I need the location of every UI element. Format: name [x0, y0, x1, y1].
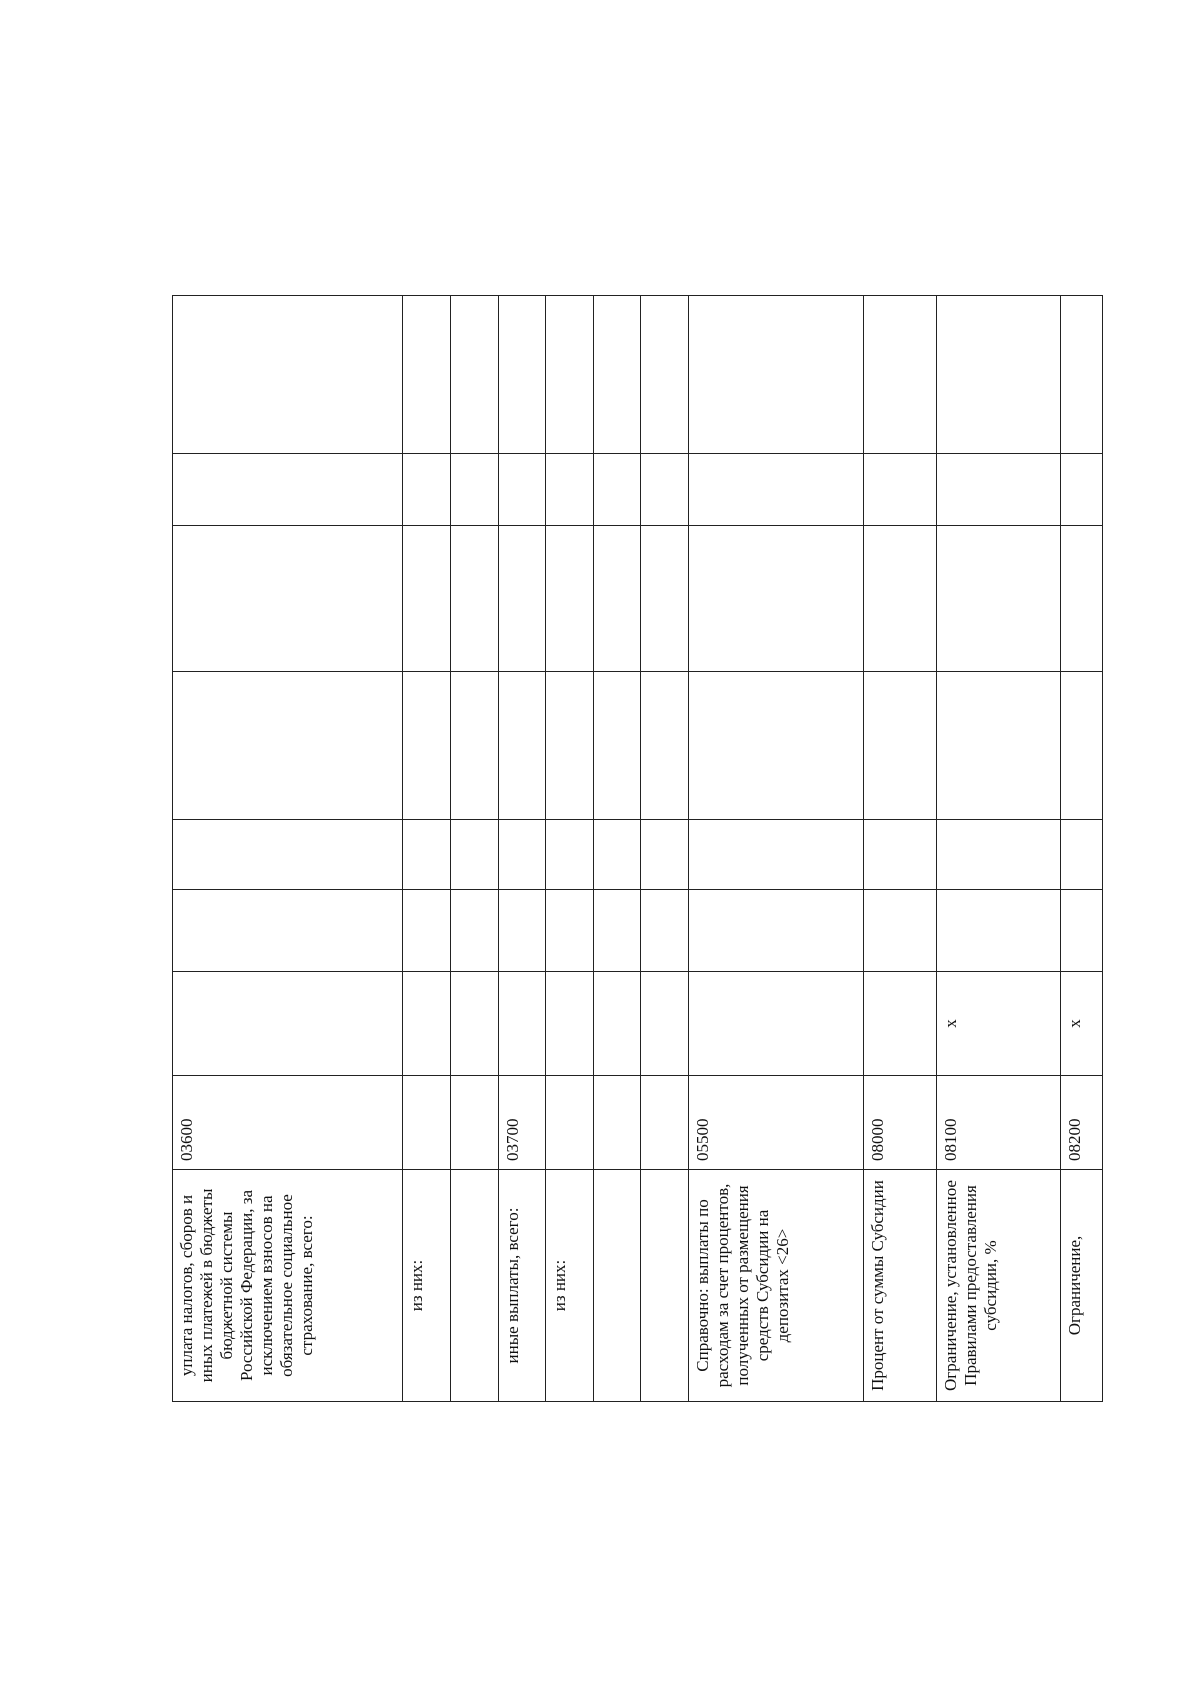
row-cell [499, 672, 546, 820]
table-row [864, 296, 937, 1402]
row-cell [1061, 296, 1103, 454]
row-code: 08000 [864, 1076, 937, 1170]
row-cell [641, 672, 689, 820]
row-cell [173, 526, 403, 672]
row-cell [546, 890, 594, 972]
row-cell [403, 526, 451, 672]
row-cell [641, 972, 689, 1076]
row-cell [451, 526, 499, 672]
row-cell [546, 972, 594, 1076]
row-cell [546, 296, 594, 454]
row-cell [864, 454, 937, 526]
row-cell [403, 820, 451, 890]
row-cell [403, 296, 451, 454]
row-cell [173, 890, 403, 972]
row-code: 03600 [173, 1076, 403, 1170]
row-cell [937, 526, 1061, 672]
row-name [641, 1170, 689, 1402]
table-row [1061, 296, 1103, 1402]
row-cell [641, 296, 689, 454]
table-row [499, 296, 546, 1402]
row-cell [451, 972, 499, 1076]
row-cell [546, 526, 594, 672]
row-cell [403, 672, 451, 820]
row-cell [1061, 526, 1103, 672]
row-cell [641, 454, 689, 526]
row-code [403, 1076, 451, 1170]
rotated-page [172, 296, 1200, 1391]
table-row [641, 296, 689, 1402]
row-cell [641, 890, 689, 972]
row-name: уплата налогов, сборов и иных платежей в бюджеты бюджетной системы Российской Федерации, за исключением взносов на обязательное социальное страхование, всего: [173, 1170, 403, 1402]
rotated-table-wrapper [172, 296, 1102, 1402]
row-cell [451, 820, 499, 890]
row-cell [689, 890, 864, 972]
row-cell [1061, 454, 1103, 526]
row-cell [594, 672, 641, 820]
row-code [451, 1076, 499, 1170]
row-cell [864, 972, 937, 1076]
row-cell [403, 454, 451, 526]
row-cell [689, 972, 864, 1076]
table-row [594, 296, 641, 1402]
row-cell [689, 454, 864, 526]
row-cell [594, 890, 641, 972]
row-code: 03700 [499, 1076, 546, 1170]
row-cell [451, 296, 499, 454]
table-row [173, 296, 403, 1402]
row-cell [499, 296, 546, 454]
row-cell [1061, 890, 1103, 972]
row-cell [594, 820, 641, 890]
row-cell [864, 526, 937, 672]
row-cell [546, 820, 594, 890]
row-cell [173, 296, 403, 454]
row-cell [864, 672, 937, 820]
row-cell [499, 820, 546, 890]
row-cell [689, 820, 864, 890]
row-name [451, 1170, 499, 1402]
row-name: Справочно: выплаты по расходам за счет процентов, полученных от размещения средств Субсидии на депозитах <26> [689, 1170, 864, 1402]
row-cell [403, 890, 451, 972]
table-row [689, 296, 864, 1402]
table-row [937, 296, 1061, 1402]
table-row [403, 296, 451, 1402]
row-cell [594, 454, 641, 526]
row-cell [173, 454, 403, 526]
row-name: из них: [546, 1170, 594, 1402]
row-cell [864, 296, 937, 454]
row-code: 08200 [1061, 1076, 1103, 1170]
row-cell [864, 890, 937, 972]
row-code [594, 1076, 641, 1170]
row-name: иные выплаты, всего: [499, 1170, 546, 1402]
row-cell [173, 672, 403, 820]
row-cell [594, 526, 641, 672]
row-name: Ограничение, установленное Правилами предоставления субсидии, % [937, 1170, 1061, 1402]
row-name: Процент от суммы Субсидии [864, 1170, 937, 1402]
row-cell [173, 820, 403, 890]
row-cell [1061, 672, 1103, 820]
row-name [594, 1170, 641, 1402]
row-cell [689, 672, 864, 820]
row-code: 05500 [689, 1076, 864, 1170]
row-cell [641, 820, 689, 890]
row-code: 08100 [937, 1076, 1061, 1170]
row-code [546, 1076, 594, 1170]
x-mark: x [1061, 972, 1103, 1076]
row-code [641, 1076, 689, 1170]
row-cell [1061, 820, 1103, 890]
table-row [451, 296, 499, 1402]
row-cell [546, 672, 594, 820]
row-name: Ограничение, [1061, 1170, 1103, 1402]
row-cell [594, 296, 641, 454]
row-cell [451, 890, 499, 972]
row-cell [937, 672, 1061, 820]
row-cell [499, 890, 546, 972]
row-cell [499, 454, 546, 526]
x-mark: x [937, 972, 1061, 1076]
row-cell [451, 454, 499, 526]
row-cell [937, 890, 1061, 972]
row-cell [499, 972, 546, 1076]
row-cell [641, 526, 689, 672]
row-cell [937, 454, 1061, 526]
row-cell [499, 526, 546, 672]
row-cell [689, 296, 864, 454]
row-cell [451, 672, 499, 820]
report-table [172, 295, 1103, 1402]
row-name: из них: [403, 1170, 451, 1402]
row-cell [594, 972, 641, 1076]
row-cell [937, 820, 1061, 890]
row-cell [689, 526, 864, 672]
row-cell [403, 972, 451, 1076]
row-cell [937, 296, 1061, 454]
row-cell [546, 454, 594, 526]
row-cell [864, 820, 937, 890]
row-cell [173, 972, 403, 1076]
table-row [546, 296, 594, 1402]
